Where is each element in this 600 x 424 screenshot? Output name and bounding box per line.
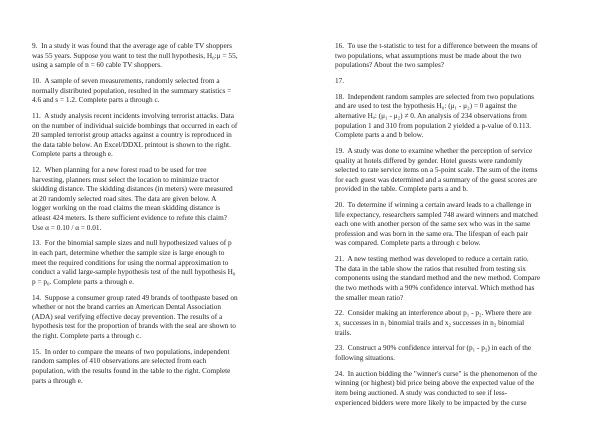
question-21 <box>335 254 595 302</box>
question-number: 11. <box>32 110 41 120</box>
question-number: 10. <box>32 75 42 85</box>
question-12 <box>32 165 293 232</box>
question-number: 12. <box>32 165 42 175</box>
question-number: 22. <box>335 308 345 318</box>
question-text: Suppose a consumer group rated 49 brands of toothpaste based on whether or not the brand carries an American Dental Association (ADA) seal verifying effective decay prevention. The results of a hypothesis test for the proportion of brands with the seal are shown to the right. Complete parts a through c. <box>32 292 238 340</box>
question-text: Independent random samples are selected from two populations and are used to test the hypothesis H₀: (μ₁ - μ₂) = 0 against the alternative Hₐ: (μ₁ - μ₂) ≠ 0. An analysis of 234 observations from population 1 and 310 from population 2 yielded a p-value of 0.113. Complete parts a and b below. <box>335 91 534 140</box>
question-18 <box>335 92 595 140</box>
question-text: In a study it was found that the average age of cable TV shoppers was 55 years. Suppose you want to test the null hypothesis, H₀:μ = 55, using a sample of n = 60 cable TV shoppers. <box>32 41 238 70</box>
left-column <box>32 41 293 391</box>
question-number: 20. <box>335 200 345 210</box>
question-number: 16. <box>335 41 345 50</box>
question-text: When planning for a new forest road to be used for tree harvesting, planners must select the location to minimize tractor skidding distance. The skidding distances (in meters) were measured at 20 randomly selected road sites. The data are given below. A logger working on the road claims the mean skidding distance is atleast 424 meters. Is there sufficient evidence to refute this claim? Use α = 0.10 / α = 0.01. <box>32 165 233 232</box>
question-number: 17. <box>335 75 345 85</box>
question-text: A study was done to examine whether the perception of service quality at hotels differed by gender. Hotel guests were randomly selected to rate service items on a 5-point scale. The sum of the items for each guest was determined and a summary of the guest scores are provided in the table. Complete parts a and b. <box>335 145 538 194</box>
question-22 <box>335 308 595 337</box>
question-text: Construct a 90% confidence interval for (p₁ - p₂) in each of the following situations. <box>335 343 532 362</box>
question-number: 21. <box>335 254 345 264</box>
question-text: To determine if winning a certain award leads to a challenge in life expectancy, researchers sampled 748 award winners and matched each one with another person of the same sex who was in the same profession and was born in the same era. The lifespan of each pair was compared. Complete parts a through c below. <box>335 200 538 248</box>
question-23 <box>335 343 595 362</box>
question-20 <box>335 200 595 248</box>
question-text: For the binomial sample sizes and null hypothesized values of p in each part, determine whether the sample size is large enough to meet the required conditions for using the normal approximation to conduct a valid large-sample hypothesis test of the null hypothesis H₀ p = p₀. Complete parts a through e. <box>32 238 236 286</box>
question-15 <box>32 347 293 385</box>
right-column <box>335 41 595 413</box>
question-number: 24. <box>335 368 345 378</box>
question-text: To use the t-statistic to test for a difference between the means of two populations, what assumptions must be made about the two populations? About the two samples? <box>335 41 538 70</box>
question-text: In auction bidding the "winner's curse" is the phenomenon of the winning (or highest) bid price being above the expected value of the item being auctioned. A study was conducted to see if less- experienced bidders were more likely to be impacted by the curse <box>335 368 538 407</box>
question-number: 18. <box>335 91 345 101</box>
question-number: 15. <box>32 346 42 356</box>
question-number: 14. <box>32 292 42 302</box>
question-19 <box>335 146 595 194</box>
question-9 <box>32 41 293 70</box>
question-24 <box>335 369 595 407</box>
question-number: 19. <box>335 145 345 155</box>
question-text: A sample of seven measurements, randomly selected from a normally distributed population, resulted in the summary statistics = 4.6 and s = 1.2. Complete parts a through c. <box>32 75 232 105</box>
question-14 <box>32 293 293 341</box>
question-17 <box>335 76 595 86</box>
question-text: A new testing method was developed to reduce a certain ratio. The data in the table show the ratios that resulted from testing six components using the standard method and the new method. Compare the two methods with a 90% confidence interval. Which method has the smaller mean ratio? <box>335 254 541 302</box>
question-11 <box>32 111 293 159</box>
question-16 <box>335 41 595 70</box>
question-number: 9. <box>32 41 38 50</box>
question-13 <box>32 238 293 286</box>
question-number: 23. <box>335 343 345 353</box>
question-number: 13. <box>32 238 42 248</box>
question-text: Consider making an interference about p₁ - p₂. Where there are x₁ successes in n₁ binomial trails and x₂ successes in n₂ binomial trails. <box>335 308 532 337</box>
question-10 <box>32 76 293 105</box>
question-text: In order to compare the means of two populations, independent random samples of 410 observations are selected from each population, with the results found in the table to the right. Complete parts a through e. <box>32 346 231 385</box>
question-text: A study analysis recent incidents involving terrorist attacks. Data on the number of individual suicide bombings that occurred in each of 20 sampled terrorist group attacks against a country is reproduced in the data table below. An Excel/DDXL printout is shown to the right. Complete parts a through e. <box>32 110 238 159</box>
